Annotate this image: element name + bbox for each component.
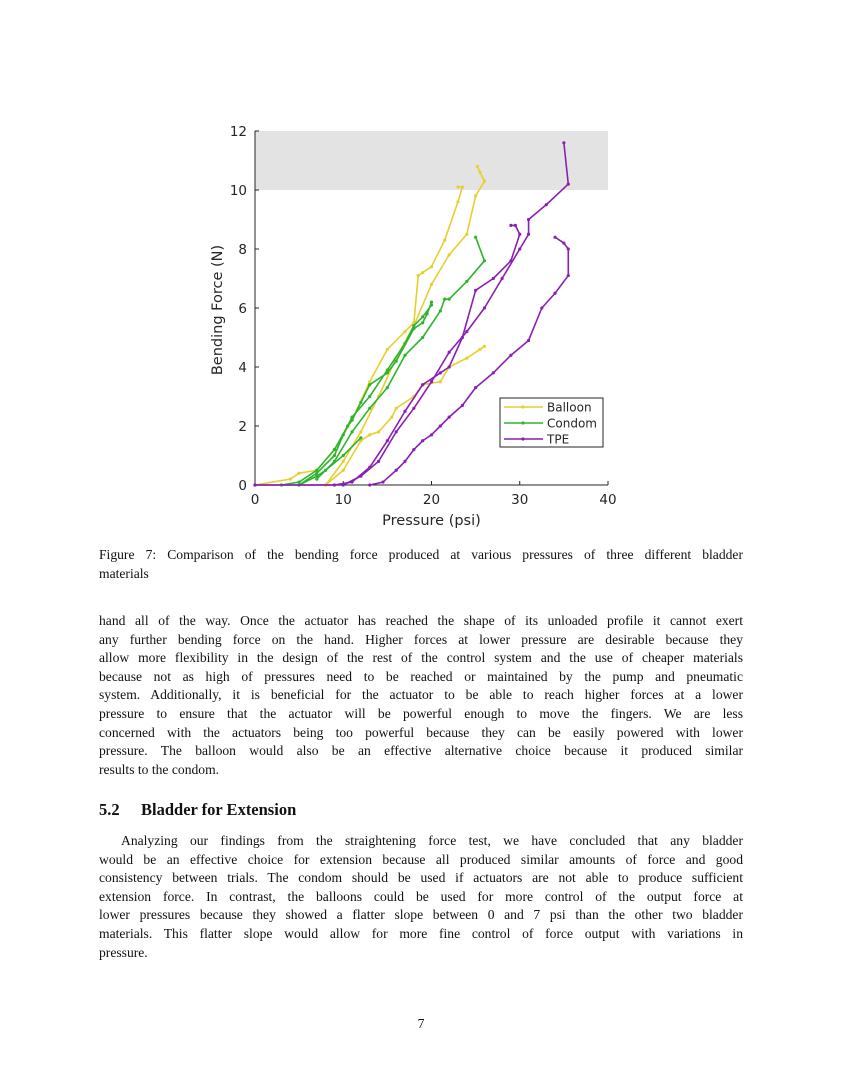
tpe-data-point (501, 277, 504, 280)
balloon-data-point (417, 274, 420, 277)
condom-data-point (333, 454, 336, 457)
tpe-data-point (448, 416, 451, 419)
balloon-data-point (342, 469, 345, 472)
tpe-data-point (474, 289, 477, 292)
legend-marker (521, 405, 524, 408)
tpe-data-point (492, 371, 495, 374)
tpe-data-point (253, 483, 256, 486)
balloon-data-point (430, 283, 433, 286)
balloon-data-point (359, 430, 362, 433)
section-heading (99, 800, 296, 820)
balloon-data-point (377, 430, 380, 433)
text-line: pressure. The balloon would also be an effective alternative choice because it produced similar (99, 743, 743, 759)
condom-series-line (281, 302, 431, 485)
tpe-data-point (567, 183, 570, 186)
condom-data-point (430, 301, 433, 304)
balloon-data-point (368, 433, 371, 436)
condom-data-point (430, 303, 433, 306)
balloon-data-point (483, 180, 486, 183)
balloon-data-point (430, 265, 433, 268)
text-line: consistency between trials. The condom should be used if actuators are not able to produce sufficient (99, 870, 743, 886)
balloon-data-point (390, 416, 393, 419)
condom-data-point (412, 324, 415, 327)
tpe-data-point (509, 354, 512, 357)
page-number: 7 (417, 1016, 425, 1031)
tpe-data-point (395, 430, 398, 433)
text-line: system. Additionally, it is beneficial for the actuator to be able to reach higher forces at a lower (99, 687, 743, 703)
legend-marker (521, 421, 524, 424)
x-tick-label: 10 (334, 492, 352, 508)
condom-data-point (386, 368, 389, 371)
tpe-data-point (509, 224, 512, 227)
tpe-data-point (359, 475, 362, 478)
legend-label: Balloon (547, 400, 592, 415)
balloon-data-point (403, 330, 406, 333)
balloon-data-point (483, 345, 486, 348)
tpe-data-point (368, 483, 371, 486)
tpe-data-point (518, 233, 521, 236)
tpe-data-point (377, 460, 380, 463)
condom-data-point (386, 386, 389, 389)
tpe-data-point (412, 407, 415, 410)
tpe-data-point (448, 365, 451, 368)
condom-data-point (315, 472, 318, 475)
balloon-data-point (443, 239, 446, 242)
legend-marker (521, 437, 524, 440)
tpe-data-point (430, 433, 433, 436)
text-line: would be an effective choice for extension because all produced similar amounts of force and good (99, 851, 743, 867)
balloon-data-point (476, 165, 479, 168)
condom-data-point (359, 436, 362, 439)
y-tick-label: 0 (238, 478, 247, 494)
section-title: Bladder for Extension (141, 800, 297, 819)
condom-data-point (333, 460, 336, 463)
tpe-data-point (567, 274, 570, 277)
tpe-data-point (381, 480, 384, 483)
tpe-data-point (448, 351, 451, 354)
text-line: lower pressures because they showed a flatter slope between 0 and 7 psi than the other two bladder (99, 907, 743, 923)
tpe-data-point (430, 380, 433, 383)
tpe-data-point (439, 424, 442, 427)
tpe-data-point (527, 218, 530, 221)
text-line: hand all of the way. Once the actuator has reached the shape of its unloaded profile it cannot exert (99, 613, 743, 628)
text-line: allow more flexibility in the design of the rest of the control system and the use of cheaper materials (99, 650, 743, 666)
balloon-data-point (465, 233, 468, 236)
tpe-data-point (395, 469, 398, 472)
tpe-data-point (474, 386, 477, 389)
tpe-data-point (386, 439, 389, 442)
y-tick-label: 2 (238, 419, 247, 435)
section-number: 5.2 (99, 800, 120, 819)
balloon-data-point (456, 200, 459, 203)
balloon-data-point (342, 460, 345, 463)
condom-series-line (317, 237, 485, 479)
balloon-data-point (448, 253, 451, 256)
tpe-data-point (483, 306, 486, 309)
balloon-data-point (421, 271, 424, 274)
tpe-series-line (370, 237, 569, 485)
balloon-data-point (386, 348, 389, 351)
balloon-series-line (326, 346, 485, 485)
x-tick-label: 30 (511, 492, 529, 508)
tpe-data-point (421, 383, 424, 386)
condom-data-point (465, 280, 468, 283)
tpe-data-point (540, 306, 543, 309)
tpe-data-point (492, 277, 495, 280)
condom-data-point (342, 433, 345, 436)
balloon-data-point (395, 407, 398, 410)
text-line: Figure 7: Comparison of the bending force produced at various pressures of three different bladder (99, 547, 743, 562)
condom-data-point (439, 309, 442, 312)
tpe-data-point (562, 242, 565, 245)
condom-data-point (359, 401, 362, 404)
bending-force-chart (0, 0, 842, 540)
balloon-data-point (298, 472, 301, 475)
tpe-data-point (545, 203, 548, 206)
text-line: because not as high of pressures need to be reached or maintained by the pump and pneumatic (99, 668, 743, 684)
text-line: Analyzing our findings from the straightening force test, we have concluded that any bladder (121, 833, 743, 848)
condom-data-point (342, 454, 345, 457)
tpe-data-point (403, 410, 406, 413)
tpe-data-point (527, 233, 530, 236)
condom-data-point (368, 395, 371, 398)
condom-data-point (443, 298, 446, 301)
tpe-data-point (412, 448, 415, 451)
balloon-data-point (478, 171, 481, 174)
x-axis-label: Pressure (psi) (382, 513, 481, 529)
tpe-data-point (562, 141, 565, 144)
text-line: any further bending force on the hand. Higher forces at lower pressure are desirable because they (99, 631, 743, 647)
y-tick-label: 12 (229, 124, 247, 140)
x-tick-label: 20 (422, 492, 441, 508)
y-tick-label: 4 (238, 360, 247, 376)
condom-data-point (474, 236, 477, 239)
condom-data-point (421, 315, 424, 318)
tpe-data-point (553, 292, 556, 295)
condom-data-point (483, 259, 486, 262)
text-line: extension force. In contrast, the balloons could be used for more control of the output force at (99, 888, 743, 904)
condom-data-point (403, 342, 406, 345)
balloon-data-point (289, 478, 292, 481)
legend-label: Condom (547, 416, 597, 431)
balloon-data-point (439, 380, 442, 383)
condom-data-point (403, 354, 406, 357)
tpe-data-point (403, 460, 406, 463)
balloon-data-point (474, 194, 477, 197)
text-line: pressure to ensure that the actuator will be powerful enough to move the fingers. We are less (99, 706, 743, 721)
condom-data-point (333, 448, 336, 451)
y-tick-label: 6 (238, 301, 247, 317)
balloon-data-point (368, 380, 371, 383)
tpe-data-point (465, 330, 468, 333)
text-line: concerned with the actuators being too powerful because they can be easily powered with lower (99, 724, 743, 740)
y-tick-label: 10 (229, 183, 247, 199)
balloon-data-point (478, 348, 481, 351)
legend-label: TPE (547, 432, 570, 447)
tpe-data-point (553, 236, 556, 239)
balloon-data-point (456, 185, 459, 188)
text-line: materials. This flatter slope would allow for more fine control of force output with variations in (99, 926, 743, 941)
condom-data-point (368, 407, 371, 410)
x-tick-label: 40 (599, 492, 617, 508)
tpe-data-point (461, 404, 464, 407)
condom-data-point (395, 360, 398, 363)
tpe-data-point (518, 247, 521, 250)
tpe-data-point (421, 439, 424, 442)
condom-data-point (298, 480, 301, 483)
balloon-data-point (465, 357, 468, 360)
condom-data-point (448, 298, 451, 301)
balloon-data-point (461, 185, 464, 188)
tpe-data-point (342, 483, 345, 486)
condom-data-point (350, 416, 353, 419)
text-line: pressure. (99, 944, 148, 960)
text-line: results to the condom. (99, 761, 220, 777)
shaded-band (255, 131, 608, 190)
condom-data-point (421, 336, 424, 339)
tpe-data-point (567, 247, 570, 250)
y-tick-label: 8 (238, 242, 247, 258)
condom-data-point (421, 321, 424, 324)
condom-data-point (315, 478, 318, 481)
condom-data-point (350, 430, 353, 433)
tpe-data-point (514, 224, 517, 227)
tpe-data-point (527, 339, 530, 342)
text-line: materials (99, 565, 149, 581)
condom-data-point (368, 383, 371, 386)
x-tick-label: 0 (250, 492, 260, 508)
tpe-data-point (439, 371, 442, 374)
y-axis-label: Bending Force (N) (210, 244, 226, 376)
